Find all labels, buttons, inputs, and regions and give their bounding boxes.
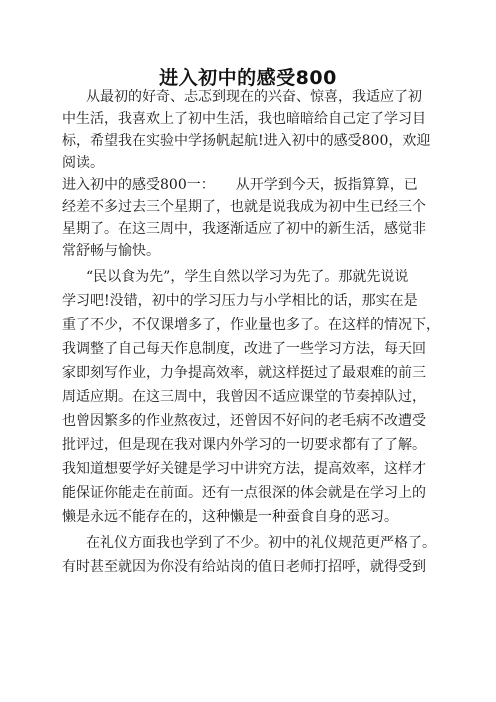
text-line: 批评过，但是现在我对课内外学习的一切要求都有了了解。: [62, 437, 426, 453]
text-line: 懒是永远不能存在的，这种懒是一种蚕食自身的恶习。: [62, 509, 398, 525]
document-title: 进入初中的感受800: [159, 67, 337, 89]
text-line: 中生活，我喜欢上了初中生活，我也暗暗给自己定了学习目: [62, 111, 426, 127]
text-line: 学习吧!没错，初中的学习压力与小学相比的话，那实在是: [62, 293, 418, 309]
text-line: 从最初的好奇、忐忑到现在的兴奋、惊喜，我适应了初: [86, 89, 422, 105]
text-line: 有时甚至就因为你没有给站岗的值日老师打招呼，就得受到: [62, 559, 426, 575]
text-line: 家即刻写作业，力争提高效率，就这样挺过了最艰难的前三: [62, 365, 426, 381]
text-line: 进入初中的感受800一： 从开学到今天，扳指算算，已: [62, 177, 418, 193]
text-line: 我调整了自己每天作息制度，改进了一些学习方法，每天回: [62, 341, 426, 357]
text-line: 也曾因繁多的作业熬夜过，还曾因不好问的老毛病不改遭受: [62, 413, 426, 429]
text-line: 重了不少，不仅课增多了，作业量也多了。在这样的情况下，: [62, 317, 440, 333]
text-line: 能保证你能走在前面。还有一点很深的体会就是在学习上的: [62, 485, 426, 501]
text-line: 阅读。: [62, 155, 104, 171]
text-line: 我知道想要学好关键是学习中讲究方法，提高效率，这样才: [62, 461, 426, 477]
text-line: “民以食为先”，学生自然以学习为先了。那就先说说: [86, 269, 409, 285]
text-line: 在礼仪方面我也学到了不少。初中的礼仪规范更严格了。: [86, 535, 436, 551]
text-line: 标，希望我在实验中学扬帆起航!进入初中的感受800，欢迎: [62, 133, 431, 149]
text-line: 周适应期。在这三周中，我曾因不适应课堂的节奏掉队过，: [62, 389, 426, 405]
text-line: 经差不多过去三个星期了，也就是说我成为初中生已经三个: [62, 199, 426, 215]
text-line: 常舒畅与愉快。: [62, 243, 160, 259]
text-line: 星期了。在这三周中，我逐渐适应了初中的新生活，感觉非: [62, 221, 426, 237]
